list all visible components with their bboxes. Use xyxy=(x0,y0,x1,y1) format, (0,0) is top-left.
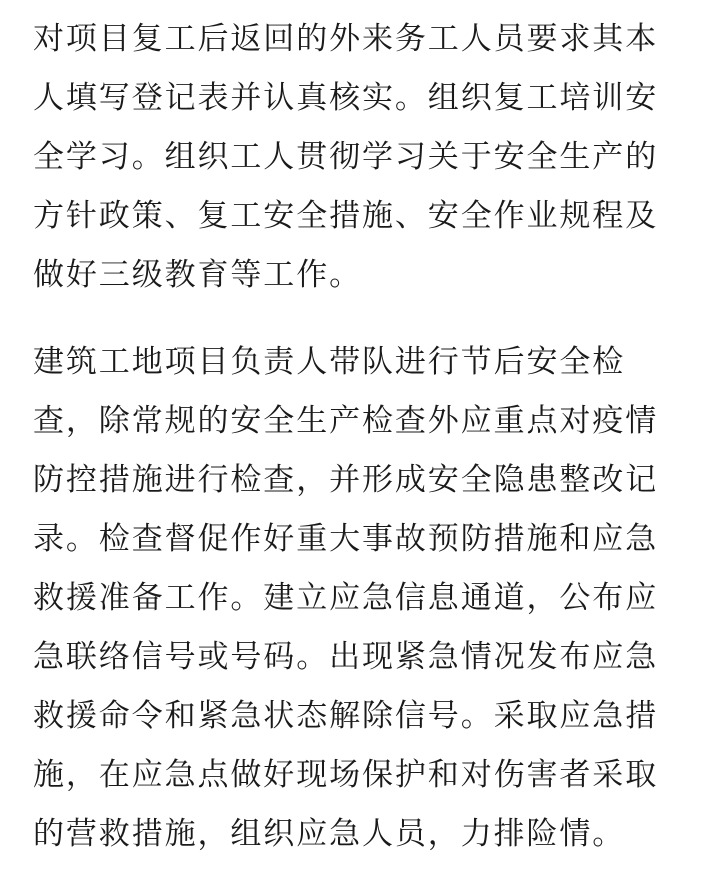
paragraph-line: 救援准备工作。建立应急信息通道，公布应 xyxy=(33,580,659,616)
paragraph-line: 防控措施进行检查，并形成安全隐患整改记 xyxy=(33,462,659,498)
paragraph-1 xyxy=(33,10,658,305)
paragraph-line: 全学习。组织工人贯彻学习关于安全生产的 xyxy=(33,139,659,175)
paragraph-line: 救援命令和紧急状态解除信号。采取应急措 xyxy=(33,698,659,734)
paragraph-2 xyxy=(33,333,658,864)
paragraph-line: 人填写登记表并认真核实。组织复工培训安 xyxy=(33,80,659,116)
paragraph-line: 的营救措施，组织应急人员，力排险情。 xyxy=(33,816,626,852)
paragraph-line: 方针政策、复工安全措施、安全作业规程及 xyxy=(33,198,659,234)
paragraph-line: 施，在应急点做好现场保护和对伤害者采取 xyxy=(33,757,659,793)
paragraph-line: 建筑工地项目负责人带队进行节后安全检 xyxy=(33,344,626,380)
paragraph-line: 录。检查督促作好重大事故预防措施和应急 xyxy=(33,521,659,557)
paragraph-line: 查，除常规的安全生产检查外应重点对疫情 xyxy=(33,403,659,439)
paragraph-line: 急联络信号或号码。出现紧急情况发布应急 xyxy=(33,639,659,675)
paragraph-line: 对项目复工后返回的外来务工人员要求其本 xyxy=(33,21,659,57)
paragraph-line: 做好三级教育等工作。 xyxy=(33,257,362,293)
